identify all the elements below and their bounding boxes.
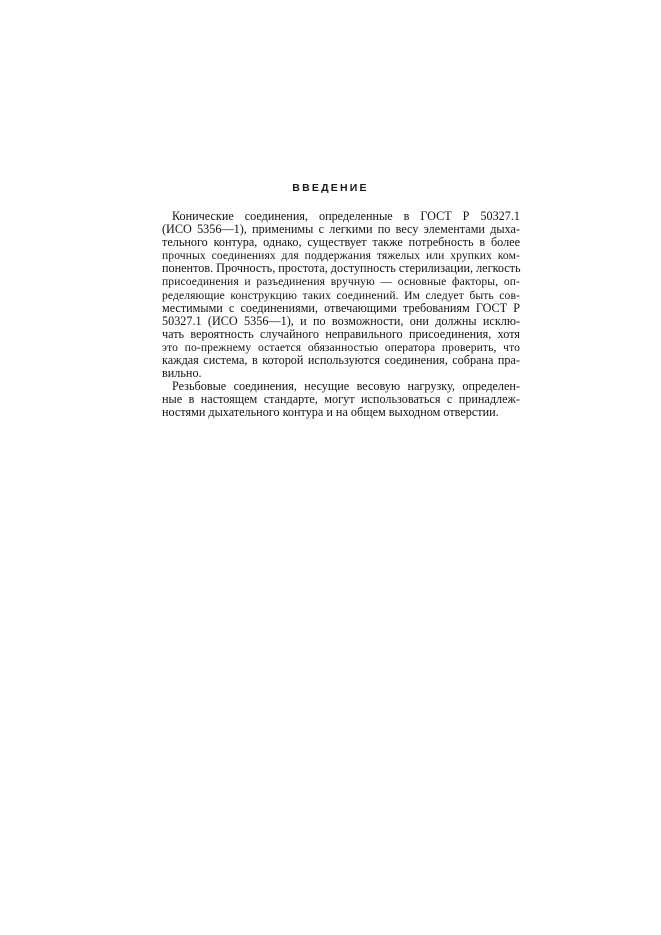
paragraph-line: понентов. Прочность, простота, доступность стерилизации, легкость (162, 261, 521, 276)
paragraph-line: ределяющие конструкцию таких соединений. Им следует быть сов- (162, 288, 520, 302)
paragraph-2 (162, 380, 520, 419)
paragraph-line: присоединения и разъединения вручную — основные факторы, оп- (162, 275, 520, 289)
paragraph-line: тельного контура, однако, существует также потребность в более (162, 235, 520, 250)
paragraph-1 (162, 210, 520, 380)
paragraph-line: ные в настоящем стандарте, могут использоваться с принадлеж- (162, 392, 520, 407)
paragraph-line: 50327.1 (ИСО 5356—1), и по возможности, они должны исклю- (162, 313, 520, 328)
paragraph-line: вильно. (162, 366, 202, 381)
introduction-body (162, 210, 520, 420)
paragraph-line: Резьбовые соединения, несущие весовую нагрузку, определен- (172, 379, 520, 394)
paragraph-line: местимыми с соединениями, отвечающими требованиям ГОСТ Р (162, 300, 520, 315)
paragraph-line: каждая система, в которой используются соединения, собрана пра- (162, 353, 520, 368)
paragraph-line: это по-прежнему остается обязанностью оператора проверить, что (162, 340, 520, 354)
paragraph-line: чать вероятность случайного неправильного присоединения, хотя (162, 326, 520, 341)
paragraph-line: Конические соединения, определенные в ГОСТ Р 50327.1 (172, 209, 520, 223)
paragraph-line: прочных соединениях для поддержания тяжелых или хрупких ком- (162, 249, 520, 263)
paragraph-line: ностями дыхательного контура и на общем выходном отверстии. (162, 405, 499, 420)
paragraph-line: (ИСО 5356—1), применимы с легкими по весу элементами дыха- (162, 222, 520, 237)
section-heading: ВВЕДЕНИЕ (292, 182, 369, 194)
